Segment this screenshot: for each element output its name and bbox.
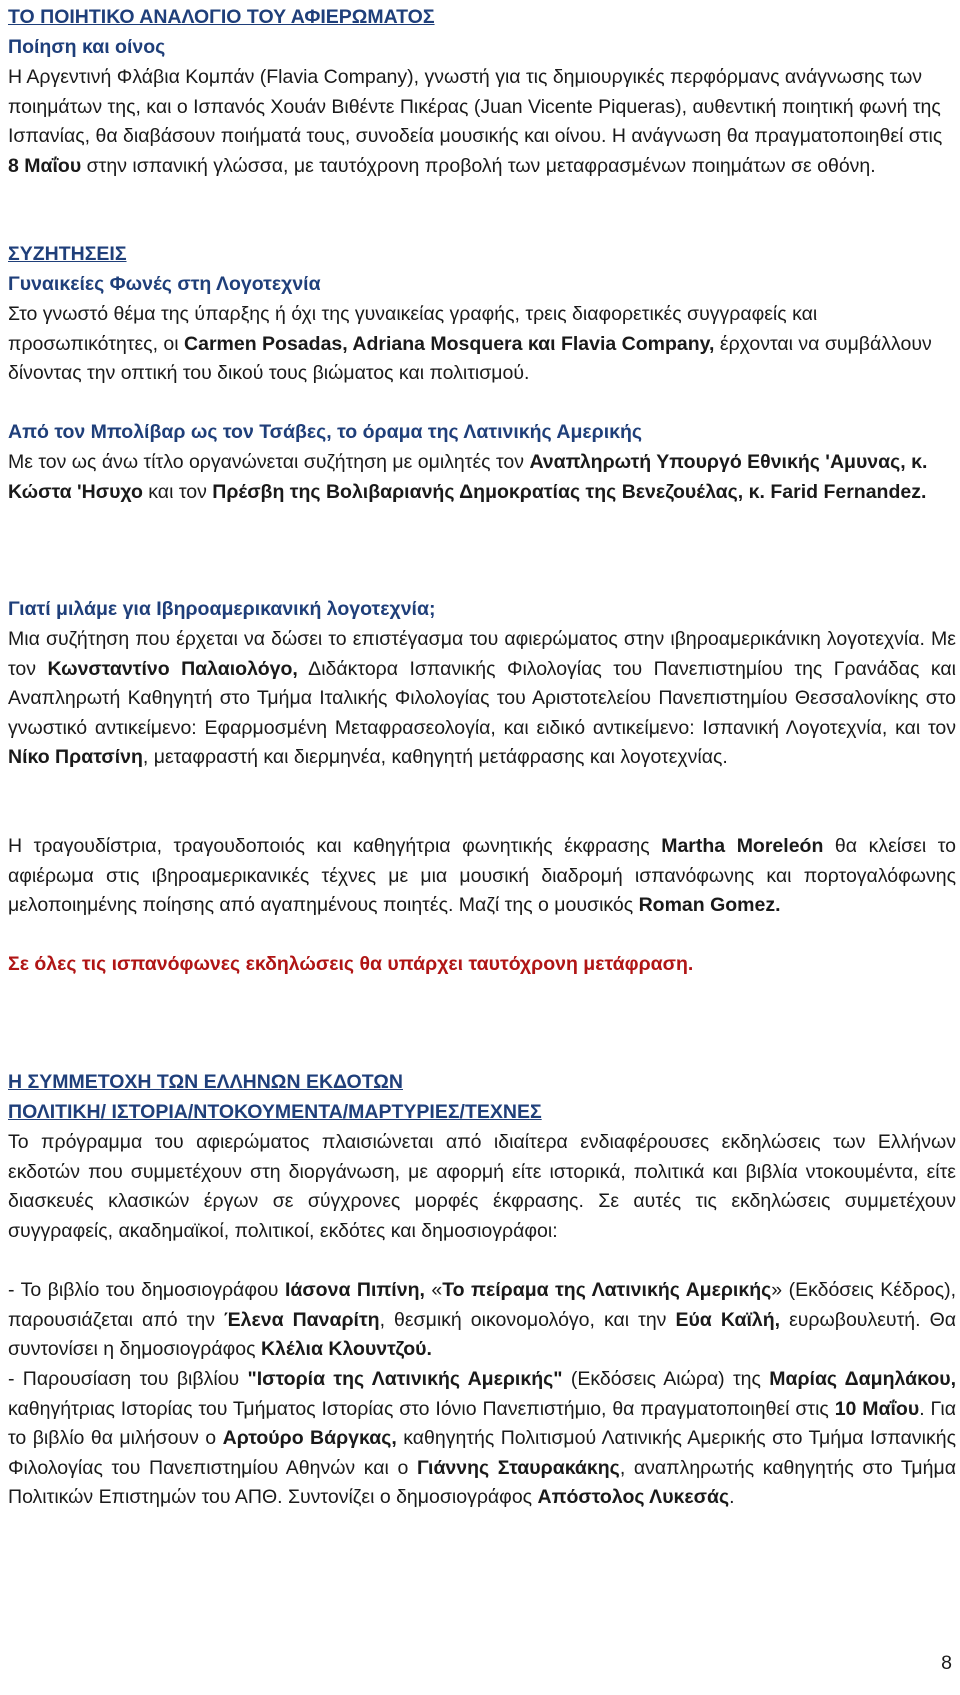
- list-item-pipinis-book: - Το βιβλίο του δημοσιογράφου Ιάσονα Πιπίνη, «Το πείραμα της Λατινικής Αμερικής» (Εκδόσεις Κέδρος), παρουσιάζεται από την Έλενα Παναρίτη, θεσμική οικονομολόγο, και την Εύα Καϊλή, ευρωβουλευτή. Θα συντονίσει η δημοσιογράφος Κλέλια Κλουντζού.: [8, 1279, 957, 1360]
- list-item-history-latin-america: - Παρουσίαση του βιβλίου "Ιστορία της Λατινικής Αμερικής" (Εκδόσεις Αιώρα) της Μαρίας Δαμηλάκου, καθηγήτριας Ιστορίας του Τμήματος Ιστορίας στο Ιόνιο Πανεπιστήμιο, θα πραγματοποιηθεί στις 10 Μαΐου. Για το βιβλίο θα μιλήσουν ο Αρτούρο Βάργκας, καθηγητής Πολιτισμού Λατινικής Αμερικής στο Τμήμα Ισπανικής Φιλολογίας του Πανεπιστημίου Αθηνών και ο Γιάννης Σταυρακάκης, αναπληρωτής καθηγητής στο Τμήμα Πολιτικών Επιστημών του ΑΠΘ. Συντονίζει ο δημοσιογράφος Απόστολος Λυκεσάς.: [8, 1368, 957, 1508]
- subtitle-categories: ΠΟΛΙΤΙΚΗ/ ΙΣΤΟΡΙΑ/ΝΤΟΚΟΥΜΕΝΤΑ/ΜΑΡΤΥΡΙΕΣ/ΤΕΧΝΕΣ: [8, 1101, 542, 1123]
- page-number: 8: [941, 1652, 952, 1674]
- heading-womens-voices: Γυναικείες Φωνές στη Λογοτεχνία: [8, 273, 321, 295]
- translation-notice: Σε όλες τις ισπανόφωνες εκδηλώσεις θα υπάρχει ταυτόχρονη μετάφραση.: [8, 953, 694, 975]
- section-title-greek-publishers: Η ΣΥΜΜΕΤΟΧΗ ΤΩΝ ΕΛΛΗΝΩΝ ΕΚΔΟΤΩΝ: [8, 1071, 403, 1093]
- paragraph-martha-moreleon: Η τραγουδίστρια, τραγουδοποιός και καθηγήτρια φωνητικής έκφρασης Martha Moreleón θα κλείσει το αφιέρωμα στις ιβηροαμερικανικές τέχνες με μια μουσική διαδρομή ισπανόφωνης και πορτογαλόφωνης μελοποιημένης ποίησης από αγαπημένους ποιητές. Μαζί της ο μουσικός Roman Gomez.: [8, 835, 956, 916]
- heading-bolivar-chavez: Από τον Μπολίβαρ ως τον Τσάβες, το όραμα της Λατινικής Αμερικής: [8, 421, 643, 443]
- paragraph-publishers-intro: Το πρόγραμμα του αφιερώματος πλαισιώνεται από ιδιαίτερα ενδιαφέρουσες εκδηλώσεις των Ελλήνων εκδοτών που συμμετέχουν στη διοργάνωση, με αφορμή είτε ιστορικά, πολιτικά και βιβλία ντοκουμέντα, είτε διασκευές κλασικών έργων σε σύγχρονες μορφές έκφρασης. Σε αυτές τις εκδηλώσεις συμμετέχουν συγγραφείς, ακαδημαϊκοί, πολιτικοί, εκδότες και δημοσιογράφοι:: [8, 1131, 956, 1242]
- subtitle-poetry-wine: Ποίηση και οίνος: [8, 36, 166, 58]
- paragraph-iberoamerican-literature: Μια συζήτηση που έρχεται να δώσει το επιστέγασμα του αφιερώματος στην ιβηροαμερικάνικη λογοτεχνία. Με τον Κωνσταντίνο Παλαιολόγο, Διδάκτορα Ισπανικής Φιλολογίας του Πανεπιστημίου της Γρανάδας και Αναπληρωτή Καθηγητή στο Τμήμα Ιταλικής Φιλολογίας του Αριστοτελείου Πανεπιστημίου Θεσσαλονίκης στο γνωστικό αντικείμενο: Εφαρμοσμένη Μεταφρασεολογία, και ειδικό αντικείμενο: Ισπανική Λογοτεχνία, και τον Νίκο Πρατσίνη, μεταφραστή και διερμηνέα, καθηγητή μετάφρασης και λογοτεχνίας.: [8, 628, 956, 768]
- paragraph-poetry: Η Αργεντινή Φλάβια Κομπάν (Flavia Company), γνωστή για τις δημιουργικές περφόρμανς ανάγνωσης των ποιημάτων της, και ο Ισπανός Χουάν Βιθέντε Πικέρας (Juan Vicente Piqueras), αυθεντική ποιητική φωνή της Ισπανίας, θα διαβάσουν ποιήματά τους, συνοδεία μουσικής και οίνου. Η ανάγνωση θα πραγματοποιηθεί στις 8 Μαΐου στην ισπανική γλώσσα, με ταυτόχρονη προβολή των μεταφρασμένων ποιημάτων σε οθόνη.: [8, 66, 943, 177]
- paragraph-bolivar-chavez: Με τον ως άνω τίτλο οργανώνεται συζήτηση με ομιλητές τον Αναπληρωτή Υπουργό Εθνικής 'Αμυνας, κ. Κώστα 'Ησυχο και τον Πρέσβη της Βολιβαριανής Δημοκρατίας της Βενεζουέλας, κ. Farid Fernandez.: [8, 451, 928, 503]
- section-title-poetry: ΤΟ ΠΟΙΗΤΙΚΟ ΑΝΑΛΟΓΙΟ ΤΟΥ ΑΦΙΕΡΩΜΑΤΟΣ: [8, 6, 435, 28]
- section-title-discussions: ΣΥΖΗΤΗΣΕΙΣ: [8, 243, 127, 265]
- heading-iberoamerican-literature: Γιατί μιλάμε για Ιβηροαμερικανική λογοτεχνία;: [8, 598, 436, 620]
- paragraph-womens-voices: Στο γνωστό θέμα της ύπαρξης ή όχι της γυναικείας γραφής, τρεις διαφορετικές συγγραφείς και προσωπικότητες, οι Carmen Posadas, Adriana Mosquera και Flavia Company, έρχονται να συμβάλλουν δίνοντας την οπτική του δικού τους βιώματος και πολιτισμού.: [8, 303, 932, 384]
